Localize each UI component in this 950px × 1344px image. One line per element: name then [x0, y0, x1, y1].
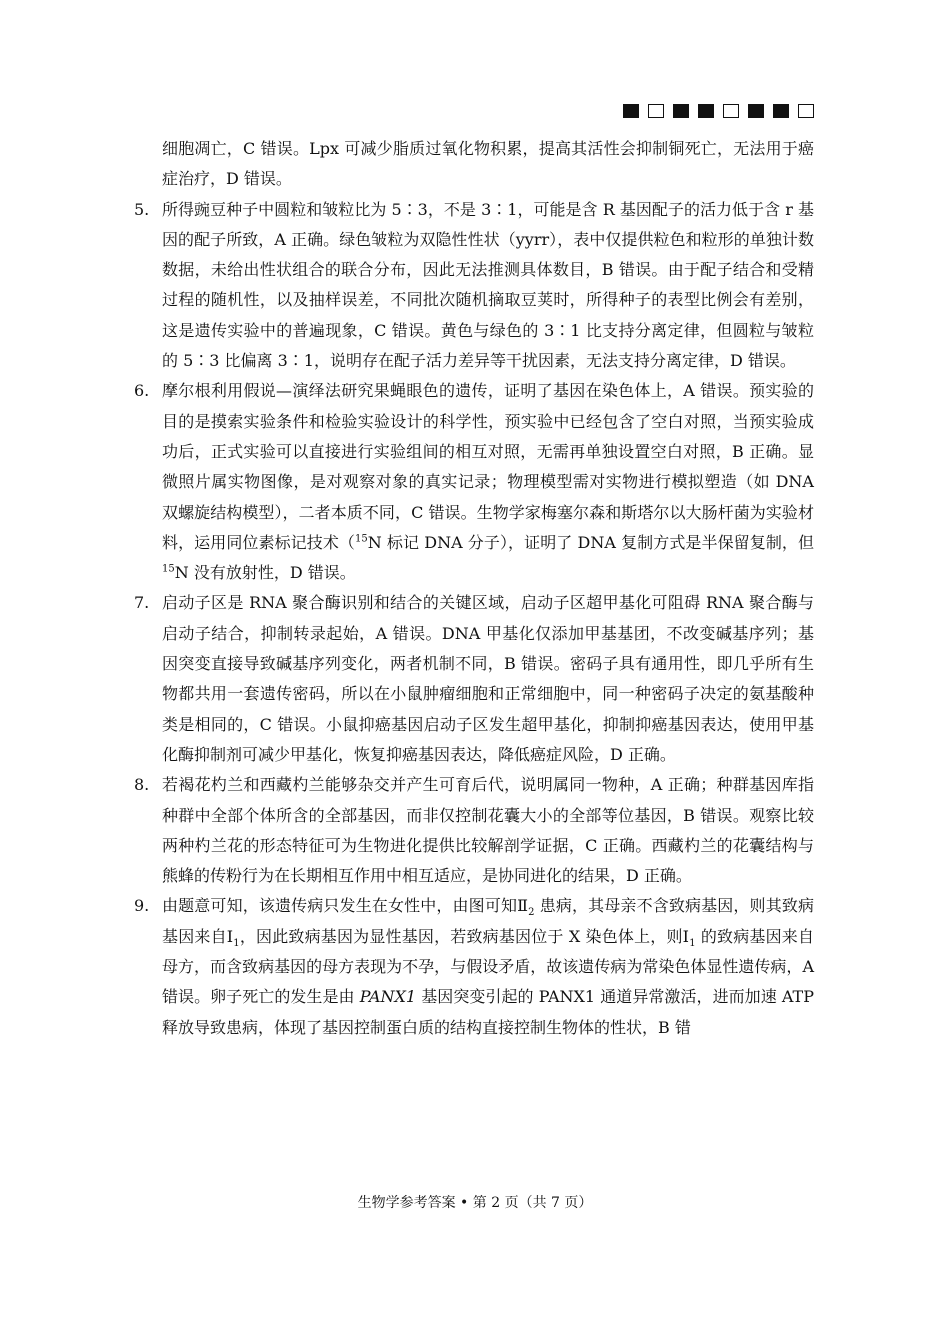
square-mark-8 — [798, 104, 814, 118]
answer-item-7 — [134, 588, 814, 770]
answer-body — [134, 134, 814, 1043]
paragraph-text: 启动子区是 RNA 聚合酶识别和结合的关键区域，启动子区超甲基化可阻碍 RNA 聚合酶与启动子结合，抑制转录起始，A 错误。DNA 甲基化仅添加甲基基团，不改变碱基序列；基因突变直接导致碱基序列变化，两者机制不同，B 错误。密码子具有通用性，即几乎所有生物都共用一套遗传密码，所以在小鼠肿瘤细胞和正常细胞中，同一种密码子决定的氨基酸种类是相同的，C 错误。小鼠抑癌基因启动子区发生超甲基化，抑制抑癌基因表达，使用甲基化酶抑制剂可减少甲基化，恢复抑癌基因表达，降低癌症风险，D 正确。 — [162, 593, 814, 764]
answer-item-5 — [134, 195, 814, 377]
answer-item-9 — [134, 891, 814, 1042]
answer-item-6 — [134, 376, 814, 588]
item-number: 8. — [134, 775, 150, 795]
paragraph-text: 摩尔根利用假说—演绎法研究果蝇眼色的遗传，证明了基因在染色体上，A 错误。预实验的目的是摸索实验条件和检验实验设计的科学性，预实验中已经包含了空白对照，当预实验成功后，正式实验可以直接进行实验组间的相互对照，无需再单独设置空白对照，B 正确。显微照片属实物图像，是对观察对象的真实记录；物理模型需对实物进行模拟塑造（如 DNA 双螺旋结构模型），二者本质不同，C 错误。生物学家梅塞尔森和斯塔尔以大肠杆菌为实验材料，运用同位素标记技术（ — [162, 381, 814, 552]
generation-subscript: 2 — [528, 907, 535, 919]
paragraph-text: 若褐花杓兰和西藏杓兰能够杂交并产生可育后代，说明属同一物种，A 正确；种群基因库指种群中全部个体所含的全部基因，而非仅控制花囊大小的全部等位基因，B 错误。观察比较两种杓兰花的形态特征可为生物进化提供比较解剖学证据，C 正确。西藏杓兰的花囊结构与熊蜂的传粉行为在长期相互作用中相互适应，是协同进化的结果，D 正确。 — [162, 775, 814, 886]
paragraph-text: 由题意可知，该遗传病只发生在女性中，由图可知Ⅱ — [162, 896, 529, 916]
square-mark-1 — [623, 104, 639, 118]
paragraph-text: N 没有放射性，D 错误。 — [174, 563, 356, 583]
generation-subscript: 1 — [233, 937, 240, 949]
item-number: 5. — [134, 199, 150, 219]
gene-name-italic: PANX1 — [359, 987, 417, 1007]
paragraph-text: 的致病基因来自母方，而含致病基因的母方表现为不孕，与假设矛盾，故该遗传病为常染色体显性遗传病，A 错误。卵子死亡的发生是由 — [162, 926, 814, 1007]
square-mark-6 — [748, 104, 764, 118]
isotope-superscript: 15 — [355, 533, 368, 545]
paragraph-text: 基因突变引起的 PANX1 通道异常激活，进而加速 ATP 释放导致患病，体现了基因控制蛋白质的结构直接控制生物体的性状，B 错 — [162, 987, 814, 1037]
square-mark-2 — [648, 104, 664, 118]
square-mark-4 — [698, 104, 714, 118]
paragraph-text: 细胞凋亡，C 错误。Lpx 可减少脂质过氧化物积累，提高其活性会抑制铜死亡，无法用于癌症治疗，D 错误。 — [162, 139, 814, 189]
paragraph-text: 患病，其母亲不含致病基因，则其致病基因来自Ⅰ — [162, 896, 814, 946]
square-mark-5 — [723, 104, 739, 118]
paragraph-text: 所得豌豆种子中圆粒和皱粒比为 5∶3，不是 3∶1，可能是含 R 基因配子的活力低于含 r 基因的配子所致，A 正确。绿色皱粒为双隐性性状（yyrr），表中仅提供粒色和粒形的单独计数数据，未给出性状组合的联合分布，因此无法推测具体数目，B 错误。由于配子结合和受精过程的随机性，以及抽样误差，不同批次随机摘取豆荚时，所得种子的表型比例会有差别，这是遗传实验中的普遍现象，C 错误。黄色与绿色的 3∶1 比支持分离定律，但圆粒与皱粒的 5∶3 比偏离 3∶1，说明存在配子活力差异等干扰因素，无法支持分离定律，D 错误。 — [162, 199, 814, 371]
square-mark-7 — [773, 104, 789, 118]
item-number: 6. — [134, 381, 150, 401]
paragraph-text: ，因此致病基因为显性基因，若致病基因位于 X 染色体上，则Ⅰ — [239, 926, 690, 946]
header-square-marks — [623, 104, 814, 118]
isotope-superscript: 15 — [162, 563, 175, 575]
item-number: 9. — [134, 896, 150, 916]
generation-subscript: 1 — [689, 937, 696, 949]
page-footer: 生物学参考答案 • 第 2 页（共 7 页） — [357, 1195, 593, 1211]
paragraph-text: N 标记 DNA 分子），证明了 DNA 复制方式是半保留复制，但 — [367, 532, 814, 552]
square-mark-3 — [673, 104, 689, 118]
item-number: 7. — [134, 593, 150, 613]
answer-continuation — [162, 134, 814, 195]
answer-item-8 — [134, 770, 814, 891]
